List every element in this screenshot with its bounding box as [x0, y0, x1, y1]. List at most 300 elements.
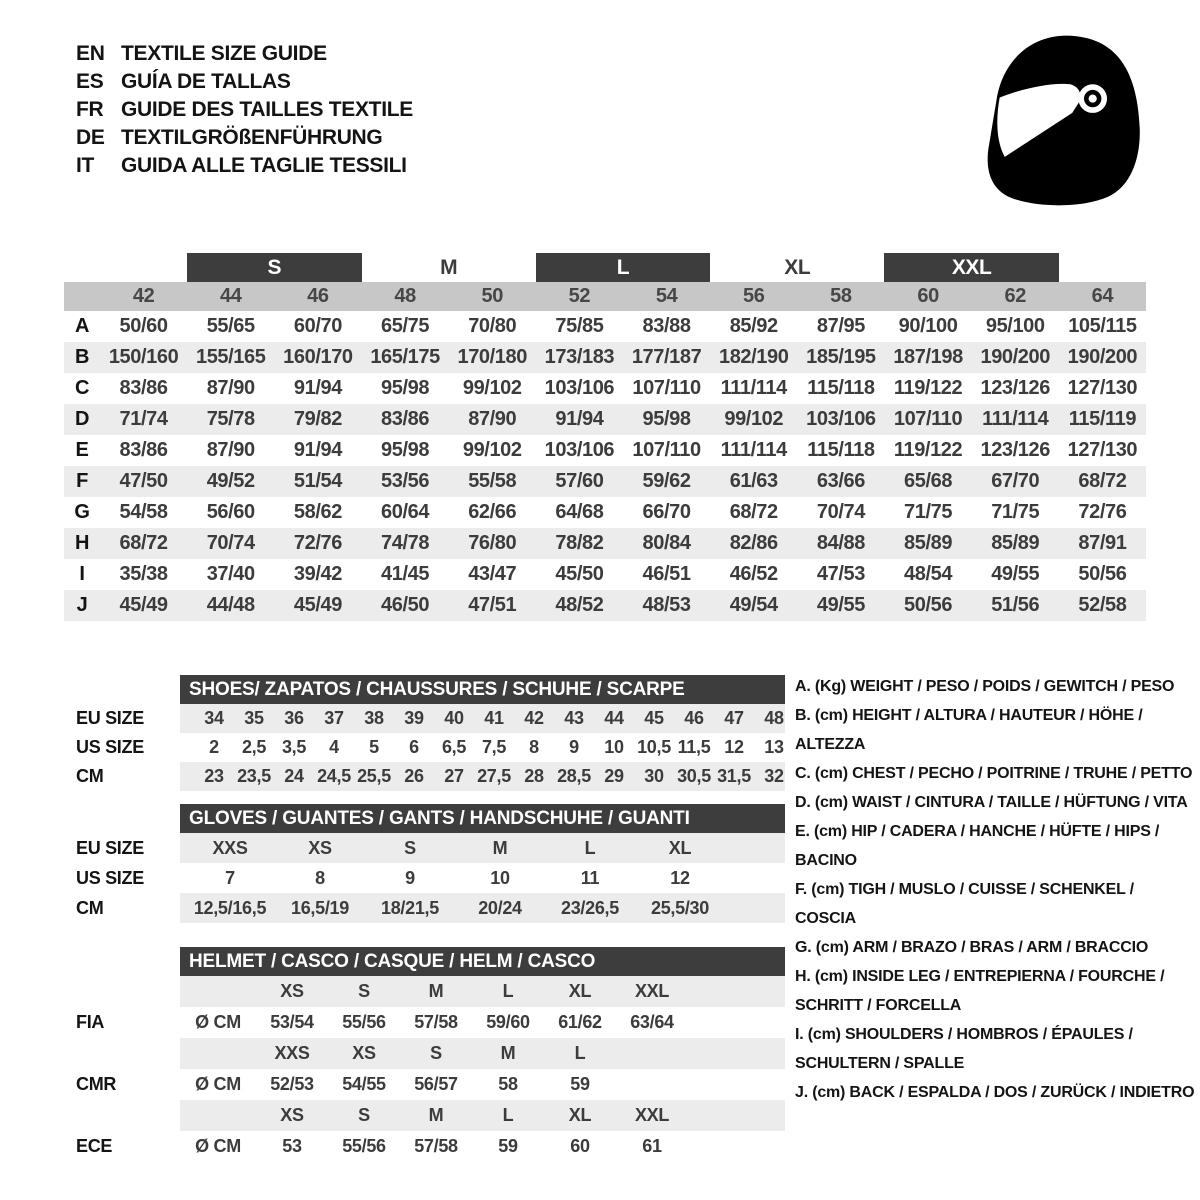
helmet-size-value: 52/53: [270, 1074, 314, 1094]
size-value: 105/115: [1068, 315, 1137, 337]
size-number-header-row: [64, 282, 1146, 311]
value-cell: 41: [484, 708, 504, 728]
helmet-size-label: XXL: [634, 981, 670, 1001]
value-cell: XXS: [212, 838, 248, 858]
value-cell: 36: [284, 708, 304, 728]
language-row: [76, 96, 413, 124]
value-cell: 18/21,5: [381, 898, 439, 918]
row-values: [180, 704, 785, 733]
row-letter: C: [74, 377, 90, 399]
helmet-size-value: 57/58: [414, 1136, 458, 1156]
row-letter: G: [74, 501, 90, 523]
size-value: 70/74: [816, 501, 865, 523]
size-value: 45/49: [119, 594, 168, 616]
helmet-values: [180, 1069, 785, 1100]
size-group-header-row: [64, 253, 1146, 282]
size-value: 123/126: [980, 439, 1050, 461]
size-value: 85/89: [991, 532, 1040, 554]
helmet-size-value: 56/57: [414, 1074, 458, 1094]
helmet-size-value: 59: [570, 1074, 590, 1094]
size-value: 185/195: [806, 346, 876, 368]
row-label: CM: [76, 898, 104, 918]
row-letter: B: [74, 346, 90, 368]
helmet-values: [180, 1007, 785, 1038]
row-letter: J: [76, 594, 88, 616]
size-value: 160/170: [283, 346, 353, 368]
diameter-unit: Ø CM: [195, 1136, 241, 1156]
size-value: 187/198: [893, 346, 963, 368]
value-cell: 42: [524, 708, 544, 728]
size-value: 103/106: [806, 408, 876, 430]
value-cell: 3,5: [281, 737, 307, 757]
row-letter: H: [74, 532, 90, 554]
legend-item: J. (cm) BACK / ESPALDA / DOS / ZURÜCK / INDIETRO: [795, 1084, 1195, 1101]
size-value: 50/60: [119, 315, 168, 337]
row-letter: E: [75, 439, 89, 461]
size-value: 75/78: [206, 408, 255, 430]
size-value: 83/88: [642, 315, 691, 337]
size-value: 71/75: [991, 501, 1040, 523]
legend-item: C. (cm) CHEST / PECHO / POITRINE / TRUHE / PETTO: [795, 765, 1193, 782]
helmet-size-label: S: [358, 1105, 370, 1125]
language-list: [76, 40, 413, 180]
value-cell: S: [404, 838, 416, 858]
row-values: [180, 762, 785, 791]
size-value: 95/98: [381, 377, 430, 399]
size-value: 95/100: [985, 315, 1045, 337]
size-value: 95/98: [381, 439, 430, 461]
size-value: 61/63: [729, 470, 778, 492]
helmet-size-label: L: [574, 1043, 586, 1063]
value-cell: 7,5: [481, 737, 507, 757]
size-column-header: 42: [132, 285, 155, 307]
size-table-row: [64, 311, 1146, 342]
legend-item: A. (Kg) WEIGHT / PESO / POIDS / GEWITCH / PESO: [795, 678, 1175, 695]
helmet-size-label: S: [430, 1043, 442, 1063]
size-value: 150/160: [108, 346, 179, 368]
helmet-size-value: 54/55: [342, 1074, 386, 1094]
helmet-size-value: 60: [570, 1136, 590, 1156]
helmet-size-table: [64, 947, 785, 1162]
helmet-size-row: [64, 1100, 785, 1131]
helmet-size-label: L: [502, 981, 514, 1001]
helmet-table-rows: [64, 976, 785, 1162]
table-row: [64, 733, 785, 762]
helmet-value-row: [64, 1007, 785, 1038]
helmet-size-label: XS: [280, 981, 304, 1001]
row-label: EU SIZE: [76, 708, 144, 728]
legend-item: B. (cm) HEIGHT / ALTURA / HAUTEUR / HÖHE / ALTEZZA: [795, 707, 1143, 753]
helmet-size-value: 59: [498, 1136, 518, 1156]
table-row: [64, 833, 785, 863]
size-value: 46/51: [642, 563, 691, 585]
row-values: [180, 733, 785, 762]
row-label: CM: [76, 766, 104, 786]
size-value: 71/74: [119, 408, 168, 430]
size-value: 87/90: [468, 408, 517, 430]
helmet-size-label: L: [502, 1105, 514, 1125]
size-column-header: 60: [917, 285, 939, 307]
value-cell: 46: [684, 708, 704, 728]
size-value: 65/68: [904, 470, 953, 492]
helmet-values: [180, 1131, 785, 1162]
size-value: 99/102: [462, 377, 522, 399]
size-value: 59/62: [642, 470, 691, 492]
size-value: 95/98: [642, 408, 691, 430]
gloves-size-table: [64, 804, 785, 923]
helmet-size-label: M: [428, 981, 444, 1001]
racing-helmet-icon: [972, 26, 1150, 208]
gloves-table-rows: [64, 833, 785, 923]
shoes-table-rows: [64, 704, 785, 791]
size-value: 78/82: [555, 532, 604, 554]
size-value: 83/86: [119, 377, 168, 399]
value-cell: 27,5: [477, 766, 511, 786]
helmet-size-value: 59/60: [486, 1012, 530, 1032]
value-cell: 4: [329, 737, 339, 757]
value-cell: 45: [644, 708, 664, 728]
size-value: 103/106: [544, 377, 615, 399]
value-cell: 35: [244, 708, 264, 728]
size-value: 115/118: [807, 439, 875, 461]
row-letter: D: [74, 408, 90, 430]
size-value: 67/70: [991, 470, 1040, 492]
size-value: 60/70: [293, 315, 342, 337]
size-value: 173/183: [544, 346, 615, 368]
size-value: 111/114: [982, 408, 1049, 430]
row-label: US SIZE: [76, 868, 144, 888]
size-value: 75/85: [555, 315, 604, 337]
size-value: 177/187: [631, 346, 702, 368]
value-cell: 23: [204, 766, 224, 786]
size-value: 87/90: [206, 377, 255, 399]
value-cell: 30,5: [677, 766, 711, 786]
row-values: [180, 863, 785, 893]
value-cell: 28,5: [557, 766, 591, 786]
size-value: 190/200: [980, 346, 1050, 368]
size-value: 48/52: [555, 594, 604, 616]
size-value: 91/94: [293, 439, 342, 461]
value-cell: 5: [369, 737, 379, 757]
value-cell: 8: [315, 868, 325, 888]
language-row: [76, 40, 413, 68]
size-value: 60/64: [381, 501, 430, 523]
row-label-spacer: [64, 976, 180, 1007]
size-value: 91/94: [293, 377, 342, 399]
value-cell: 32: [764, 766, 784, 786]
row-label: EU SIZE: [76, 838, 144, 858]
size-value: 53/56: [381, 470, 430, 492]
size-column-header: 62: [1004, 285, 1026, 307]
value-cell: 47: [724, 708, 744, 728]
row-letter: F: [76, 470, 88, 492]
size-value: 111/114: [720, 377, 787, 399]
measurement-legend: [795, 672, 1195, 1107]
value-cell: 11: [580, 868, 600, 888]
size-group-l: L: [536, 253, 710, 282]
size-value: 45/49: [293, 594, 342, 616]
size-value: 115/118: [807, 377, 875, 399]
row-label-spacer: [64, 1038, 180, 1069]
size-value: 66/70: [642, 501, 691, 523]
legend-item: G. (cm) ARM / BRAZO / BRAS / ARM / BRACCIO: [795, 939, 1149, 956]
language-title: GUIDA ALLE TAGLIE TESSILI: [121, 154, 407, 177]
helmet-size-value: 61/62: [558, 1012, 602, 1032]
size-value: 50/56: [1078, 563, 1127, 585]
table-row: [64, 863, 785, 893]
corner-spacer: [64, 282, 100, 311]
helmet-size-label: M: [500, 1043, 516, 1063]
helmet-sizes: [180, 976, 785, 1007]
racing-helmet-graphic: [972, 26, 1150, 208]
helmet-size-value: 55/56: [342, 1012, 386, 1032]
size-value: 45/50: [555, 563, 604, 585]
value-cell: 12: [724, 737, 744, 757]
language-row: [76, 152, 413, 180]
size-value: 35/38: [119, 563, 168, 585]
size-value: 190/200: [1067, 346, 1138, 368]
standard-label: CMR: [76, 1074, 117, 1094]
size-column-header: 46: [307, 285, 329, 307]
size-value: 84/88: [816, 532, 865, 554]
value-cell: 29: [604, 766, 624, 786]
diameter-unit: Ø CM: [195, 1012, 241, 1032]
size-value: 70/74: [206, 532, 255, 554]
size-value: 52/58: [1078, 594, 1127, 616]
size-value: 72/76: [1078, 501, 1127, 523]
value-cell: 38: [364, 708, 384, 728]
gloves-table-title: GLOVES / GUANTES / GANTS / HANDSCHUHE / GUANTI: [180, 804, 785, 833]
size-value: 41/45: [381, 563, 430, 585]
legend-item: F. (cm) TIGH / MUSLO / CUISSE / SCHENKEL / COSCIA: [795, 881, 1134, 927]
accessory-size-tables: [64, 675, 785, 1162]
size-value: 99/102: [724, 408, 784, 430]
size-table-row: [64, 342, 1146, 373]
language-code: FR: [76, 98, 104, 121]
size-value: 115/119: [1068, 408, 1137, 430]
size-table-row: [64, 373, 1146, 404]
size-value: 87/95: [816, 315, 865, 337]
size-value: 55/65: [206, 315, 255, 337]
language-row: [76, 124, 413, 152]
helmet-size-label: XS: [280, 1105, 304, 1125]
shoes-size-table: [64, 675, 785, 791]
value-cell: 23/26,5: [561, 898, 619, 918]
size-value: 74/78: [381, 532, 430, 554]
size-value: 90/100: [898, 315, 958, 337]
size-value: 76/80: [468, 532, 517, 554]
row-letter: I: [79, 563, 85, 585]
value-cell: 2: [209, 737, 219, 757]
size-column-header: 50: [481, 285, 503, 307]
value-cell: 25,5/30: [651, 898, 709, 918]
legend-item: E. (cm) HIP / CADERA / HANCHE / HÜFTE / HIPS / BACINO: [795, 823, 1160, 869]
size-value: 107/110: [632, 439, 701, 461]
size-value: 56/60: [206, 501, 255, 523]
size-value: 123/126: [980, 377, 1050, 399]
size-value: 85/89: [904, 532, 953, 554]
value-cell: XS: [308, 838, 332, 858]
value-cell: 9: [405, 868, 415, 888]
language-title: TEXTILGRÖßENFÜHRUNG: [121, 126, 383, 149]
standard-label: FIA: [76, 1012, 105, 1032]
value-cell: M: [492, 838, 508, 858]
helmet-size-label: XL: [568, 981, 592, 1001]
size-value: 49/55: [816, 594, 865, 616]
size-value: 119/122: [893, 377, 963, 399]
size-value: 107/110: [632, 377, 701, 399]
size-value: 170/180: [457, 346, 527, 368]
value-cell: 30: [644, 766, 664, 786]
helmet-size-label: XL: [568, 1105, 592, 1125]
size-value: 49/54: [729, 594, 778, 616]
language-title: TEXTILE SIZE GUIDE: [121, 42, 327, 65]
size-value: 47/51: [468, 594, 517, 616]
value-cell: 12,5/16,5: [193, 898, 267, 918]
size-value: 165/175: [370, 346, 440, 368]
size-group-xl: XL: [784, 256, 811, 279]
size-value: 48/54: [904, 563, 953, 585]
size-value: 103/106: [544, 439, 615, 461]
size-table-row: [64, 435, 1146, 466]
size-value: 87/90: [206, 439, 255, 461]
value-cell: L: [584, 838, 596, 858]
size-value: 49/52: [206, 470, 255, 492]
size-value: 49/55: [991, 563, 1040, 585]
size-value: 43/47: [468, 563, 517, 585]
size-value: 62/66: [468, 501, 517, 523]
value-cell: 16,5/19: [291, 898, 349, 918]
size-value: 70/80: [468, 315, 517, 337]
size-value: 68/72: [1078, 470, 1127, 492]
value-cell: 24,5: [317, 766, 351, 786]
value-cell: 13: [764, 737, 784, 757]
row-label: US SIZE: [76, 737, 144, 757]
value-cell: 7: [225, 868, 235, 888]
value-cell: 48: [764, 708, 784, 728]
size-value: 107/110: [893, 408, 963, 430]
language-code: ES: [76, 70, 104, 93]
value-cell: 2,5: [241, 737, 267, 757]
size-column-header: 64: [1091, 285, 1114, 307]
size-value: 39/42: [293, 563, 342, 585]
value-cell: 23,5: [237, 766, 271, 786]
value-cell: 28: [524, 766, 544, 786]
size-group-m: M: [440, 256, 458, 279]
size-value: 127/130: [1067, 439, 1138, 461]
language-code: EN: [76, 42, 105, 65]
helmet-size-value: 57/58: [414, 1012, 458, 1032]
size-column-header: 58: [830, 285, 852, 307]
helmet-size-row: [64, 976, 785, 1007]
size-value: 71/75: [904, 501, 953, 523]
helmet-size-label: M: [428, 1105, 444, 1125]
table-row: [64, 704, 785, 733]
language-title: GUIDE DES TAILLES TEXTILE: [121, 98, 413, 121]
value-cell: 24: [284, 766, 304, 786]
value-cell: XL: [668, 838, 692, 858]
size-value: 119/122: [893, 439, 963, 461]
size-column-header: 56: [743, 285, 765, 307]
helmet-size-label: S: [358, 981, 370, 1001]
size-group-xxl: XXL: [884, 253, 1058, 282]
size-value: 83/86: [119, 439, 168, 461]
size-column-header: 54: [655, 285, 678, 307]
size-value: 48/53: [642, 594, 691, 616]
row-letter: A: [74, 315, 90, 337]
size-value: 47/50: [119, 470, 168, 492]
value-cell: 6,5: [441, 737, 467, 757]
size-value: 63/66: [816, 470, 865, 492]
size-table-row: [64, 590, 1146, 621]
size-value: 37/40: [206, 563, 255, 585]
size-table-row: [64, 497, 1146, 528]
value-cell: 12: [670, 868, 690, 888]
size-value: 72/76: [293, 532, 342, 554]
value-cell: 8: [529, 737, 539, 757]
helmet-size-row: [64, 1038, 785, 1069]
legend-item: H. (cm) INSIDE LEG / ENTREPIERNA / FOURCHE / SCHRITT / FORCELLA: [795, 968, 1165, 1014]
value-cell: 11,5: [677, 737, 711, 757]
value-cell: 37: [324, 708, 344, 728]
size-table-row: [64, 559, 1146, 590]
size-value: 46/52: [729, 563, 778, 585]
size-value: 57/60: [555, 470, 604, 492]
size-column-header: 52: [568, 285, 591, 307]
value-cell: 27: [444, 766, 464, 786]
size-value: 68/72: [729, 501, 778, 523]
helmet-size-label: XXL: [634, 1105, 670, 1125]
value-cell: 20/24: [478, 898, 522, 918]
size-value: 155/165: [195, 346, 266, 368]
size-group-s: S: [187, 253, 361, 282]
size-column-header: 44: [220, 285, 242, 307]
helmet-size-label: XS: [352, 1043, 376, 1063]
size-value: 47/53: [816, 563, 865, 585]
value-cell: 10: [604, 737, 624, 757]
diameter-unit: Ø CM: [195, 1074, 241, 1094]
value-cell: 43: [564, 708, 584, 728]
size-column-header: 48: [394, 285, 416, 307]
value-cell: 25,5: [357, 766, 391, 786]
size-value: 111/114: [720, 439, 787, 461]
size-table-row: [64, 528, 1146, 559]
size-value: 44/48: [206, 594, 255, 616]
value-cell: 10,5: [637, 737, 671, 757]
helmet-size-value: 63/64: [630, 1012, 674, 1032]
language-code: IT: [76, 154, 95, 177]
row-label-spacer: [64, 1100, 180, 1131]
size-value: 85/92: [729, 315, 778, 337]
size-value: 127/130: [1067, 377, 1138, 399]
standard-label: ECE: [76, 1136, 113, 1156]
helmet-size-value: 58: [498, 1074, 518, 1094]
helmet-sizes: [180, 1038, 785, 1069]
size-value: 79/82: [293, 408, 342, 430]
value-cell: 9: [569, 737, 579, 757]
size-value: 65/75: [381, 315, 430, 337]
value-cell: 39: [404, 708, 424, 728]
language-row: [76, 68, 413, 96]
row-values: [180, 833, 785, 863]
size-value: 55/58: [468, 470, 517, 492]
legend-item: I. (cm) SHOULDERS / HOMBROS / ÉPAULES / SCHULTERN / SPALLE: [795, 1026, 1133, 1072]
value-cell: 31,5: [717, 766, 751, 786]
value-cell: 44: [604, 708, 624, 728]
size-table-row: [64, 404, 1146, 435]
size-value: 54/58: [119, 501, 168, 523]
value-cell: 34: [204, 708, 224, 728]
